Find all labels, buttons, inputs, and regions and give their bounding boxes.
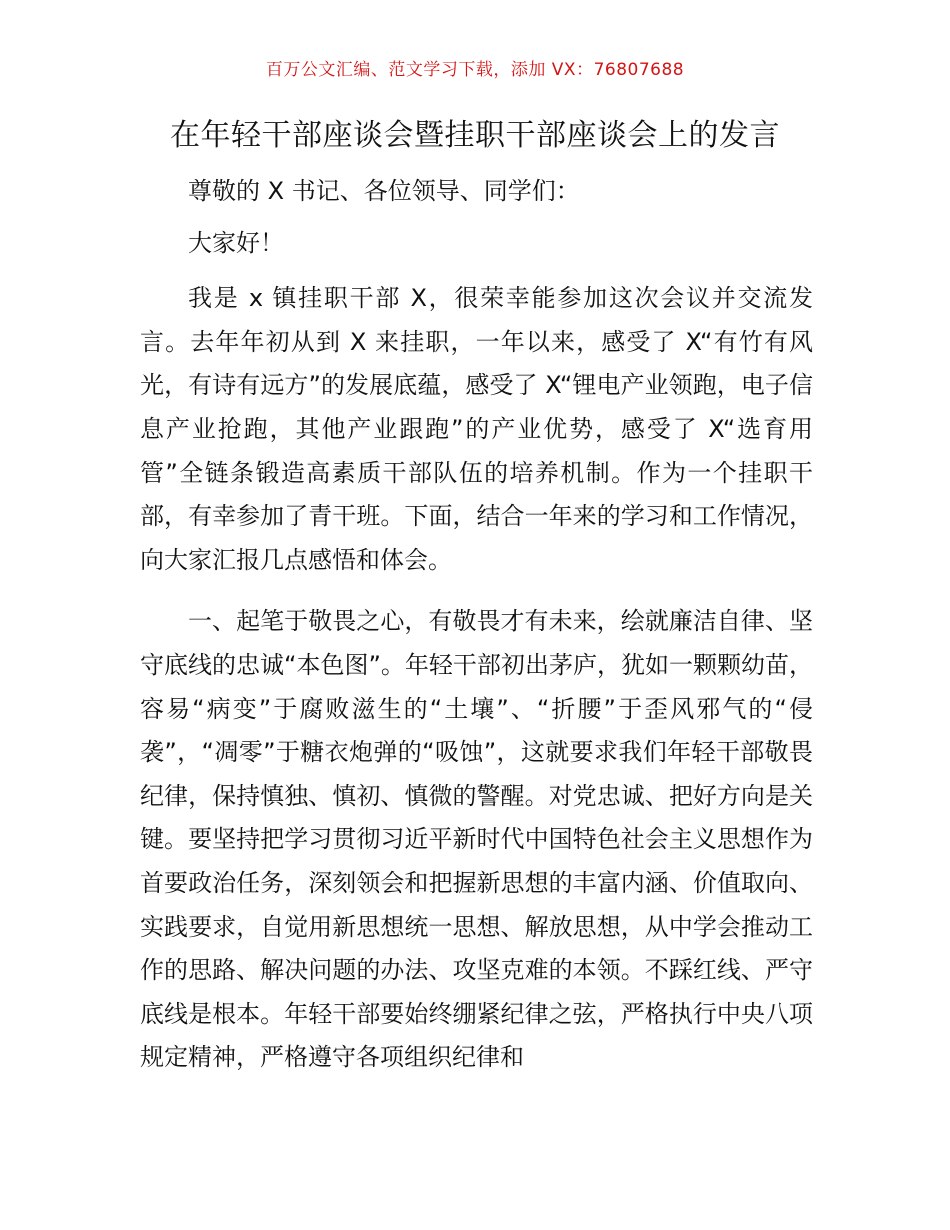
greeting: 大家好！: [188, 228, 284, 257]
paragraph-intro: 我是 x 镇挂职干部 X，很荣幸能参加这次会议并交流发言。去年年初从到 X 来挂职，一年以来，感受了 X“有竹有风光，有诗有远方”的发展底蕴，感受了 X“锂电产业领跑，电子信息产业抢跑，其他产业跟跑”的产业优势，感受了 X“选育用管”全链条锻造高素质干部队伍的培养机制。作为一个挂职干部，有幸参加了青干班。下面，结合一年来的学习和工作情况，向大家汇报几点感悟和体会。: [140, 284, 813, 574]
paragraph-section-one: 一、起笔于敬畏之心，有敬畏才有未来，绘就廉洁自律、坚守底线的忠诚“本色图”。年轻干部初出茅庐，犹如一颗颗幼苗，容易“病变”于腐败滋生的“土壤”、“折腰”于歪风邪气的“侵袭”，“凋零”于糖衣炮弹的“吸蚀”，这就要求我们年轻干部敬畏纪律，保持慎独、慎初、慎微的警醒。对党忠诚、把好方向是关键。要坚持把学习贯彻习近平新时代中国特色社会主义思想作为首要政治任务，深刻领会和把握新思想的丰富内涵、价值取向、实践要求，自觉用新思想统一思想、解放思想，从中学会推动工作的思路、解决问题的办法、攻坚克难的本领。不踩红线、严守底线是根本。年轻干部要始终绷紧纪律之弦，严格执行中央八项规定精神，严格遵守各项组织纪律和: [140, 607, 813, 1072]
salutation: 尊敬的 X 书记、各位领导、同学们：: [188, 177, 580, 205]
document-body: [140, 170, 813, 1086]
document-title: 在年轻干部座谈会暨挂职干部座谈会上的发言: [170, 118, 780, 153]
download-notice: 百万公文汇编、范文学习下载，添加 VX：76807688: [265, 60, 685, 80]
